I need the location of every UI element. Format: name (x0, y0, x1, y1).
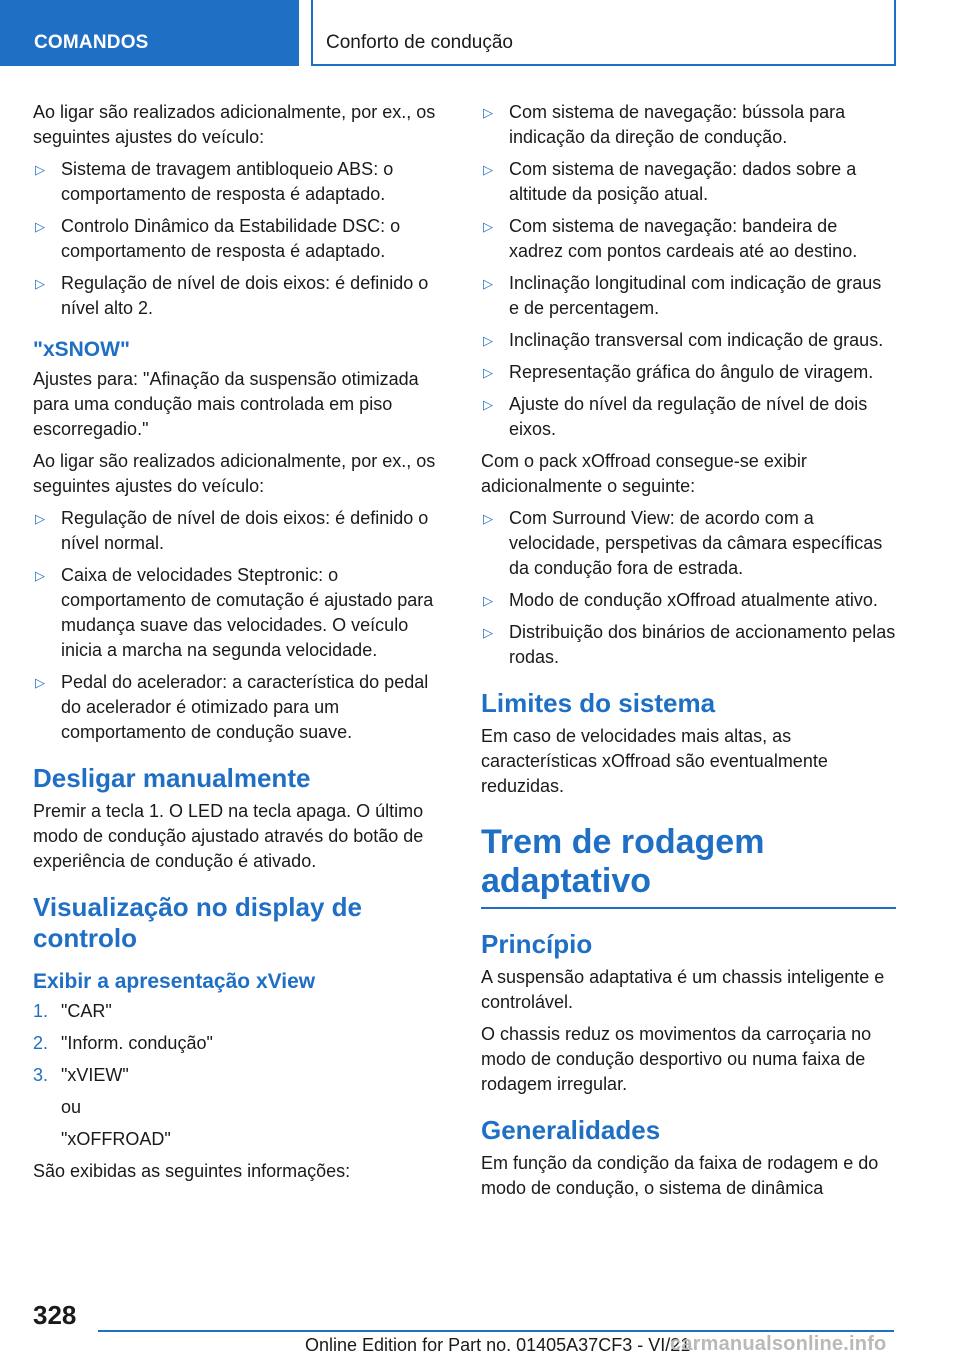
triangle-right-icon: ▷ (35, 162, 45, 177)
intro-paragraph: Ao ligar são realizados adicionalmente, por ex., os seguintes ajustes do veículo: (33, 102, 436, 147)
edition-text: Online Edition for Part no. 01405A37CF3 - VI/21 (305, 1335, 691, 1355)
list-item: ▷ Regulação de nível de dois eixos: é definido o nível normal. (35, 508, 429, 553)
list-item: ▷ Distribuição dos binários de accionamento pelas rodas. (483, 622, 896, 667)
pack-list (481, 506, 896, 670)
header-divider (311, 0, 313, 66)
xoffroad-option: "xOFFROAD" (61, 1129, 171, 1149)
triangle-right-icon: ▷ (35, 276, 45, 291)
limites-heading: Limites do sistema (481, 688, 716, 718)
chapter-title: Conforto de condução (326, 32, 513, 53)
triangle-right-icon: ▷ (483, 219, 493, 234)
principio-paragraph-2: O chassis reduz os movimentos da carroçaria no modo de condução desportivo ou numa faixa de rodagem irregular. (481, 1024, 872, 1094)
list-item: ▷ Com sistema de navegação: dados sobre a altitude da posição atual. (483, 159, 857, 204)
triangle-right-icon: ▷ (483, 105, 493, 120)
info-intro: São exibidas as seguintes informações: (33, 1161, 351, 1181)
page-number: 328 (33, 1300, 77, 1330)
or-text: ou (61, 1097, 82, 1117)
triangle-right-icon: ▷ (35, 675, 45, 690)
right-column (481, 100, 896, 1208)
adjustments-list (33, 157, 448, 321)
visualizacao-heading: Visualização no display de controlo (33, 892, 362, 953)
triangle-right-icon: ▷ (483, 365, 493, 380)
desligar-paragraph: Premir a tecla 1. O LED na tecla apaga. O último modo de condução ajustado através do botão de experiência de condução é ativado. (33, 801, 424, 871)
list-item: ▷ Caixa de velocidades Steptronic: o comportamento de comutação é ajustado para mudança suave das velocidades. O veículo inicia a marcha na segunda velocidade. (35, 565, 434, 660)
xsnow-intro: Ao ligar são realizados adicionalmente, por ex., os seguintes ajustes do veículo: (33, 451, 436, 496)
triangle-right-icon: ▷ (483, 625, 493, 640)
step-item: 1. "CAR" (33, 1001, 112, 1021)
footer-rule (98, 1330, 894, 1332)
trem-heading: Trem de rodagem adaptativo (481, 823, 896, 909)
watermark: carmanualsonline.info (670, 1333, 887, 1355)
list-item: ▷ Inclinação transversal com indicação de graus. (481, 328, 896, 353)
triangle-right-icon: ▷ (35, 568, 45, 583)
triangle-right-icon: ▷ (483, 511, 493, 526)
xsnow-heading: "xSNOW" (33, 338, 130, 361)
triangle-right-icon: ▷ (483, 276, 493, 291)
list-item: ▷ Com Surround View: de acordo com a velocidade, perspetivas da câmara específicas da condução fora de estrada. (483, 508, 883, 578)
list-item: ▷ Representação gráfica do ângulo de viragem. (481, 360, 896, 385)
info-list (481, 100, 896, 442)
triangle-right-icon: ▷ (35, 219, 45, 234)
step-item: 2. "Inform. condução" (33, 1033, 213, 1053)
step-item: 3. "xVIEW" (33, 1065, 129, 1085)
list-item: ▷ Ajuste do nível da regulação de nível de dois eixos. (483, 394, 868, 439)
list-item: ▷ Regulação de nível de dois eixos: é definido o nível alto 2. (35, 273, 429, 318)
list-item: ▷ Sistema de travagem antibloqueio ABS: o comportamento de resposta é adaptado. (35, 159, 394, 204)
list-item: ▷ Com sistema de navegação: bússola para indicação da direção de condução. (483, 102, 846, 147)
list-item: ▷ Com sistema de navegação: bandeira de xadrez com pontos cardeais até ao destino. (483, 216, 858, 261)
principio-paragraph-1: A suspensão adaptativa é um chassis inteligente e controlável. (481, 967, 885, 1012)
xsnow-list (33, 506, 448, 745)
list-item: ▷ Controlo Dinâmico da Estabilidade DSC: o comportamento de resposta é adaptado. (35, 216, 401, 261)
triangle-right-icon: ▷ (483, 162, 493, 177)
limites-paragraph: Em caso de velocidades mais altas, as características xOffroad são eventualmente reduzidas. (481, 726, 828, 796)
xsnow-description: Ajustes para: "Afinação da suspensão otimizada para uma condução mais controlada em piso escorregadio." (33, 369, 419, 439)
list-item: ▷ Modo de condução xOffroad atualmente ativo. (481, 588, 896, 613)
triangle-right-icon: ▷ (483, 333, 493, 348)
list-item: ▷ Pedal do acelerador: a característica do pedal do acelerador é otimizado para um comportamento de condução suave. (35, 672, 429, 742)
principio-heading: Princípio (481, 929, 593, 959)
list-item: ▷ Inclinação longitudinal com indicação de graus e de percentagem. (483, 273, 882, 318)
triangle-right-icon: ▷ (483, 593, 493, 608)
generalidades-paragraph: Em função da condição da faixa de rodagem e do modo de condução, o sistema de dinâmica (481, 1153, 879, 1198)
generalidades-heading: Generalidades (481, 1115, 661, 1145)
desligar-heading: Desligar manualmente (33, 763, 311, 793)
steps-list (33, 999, 448, 1088)
page-header (0, 0, 960, 66)
header-right-border (894, 0, 896, 66)
pack-intro: Com o pack xOffroad consegue-se exibir adicionalmente o seguinte: (481, 451, 807, 496)
triangle-right-icon: ▷ (483, 397, 493, 412)
exibir-heading: Exibir a apresentação xView (33, 970, 316, 993)
triangle-right-icon: ▷ (35, 511, 45, 526)
section-tab: COMANDOS (0, 0, 299, 66)
left-column (33, 100, 448, 1191)
